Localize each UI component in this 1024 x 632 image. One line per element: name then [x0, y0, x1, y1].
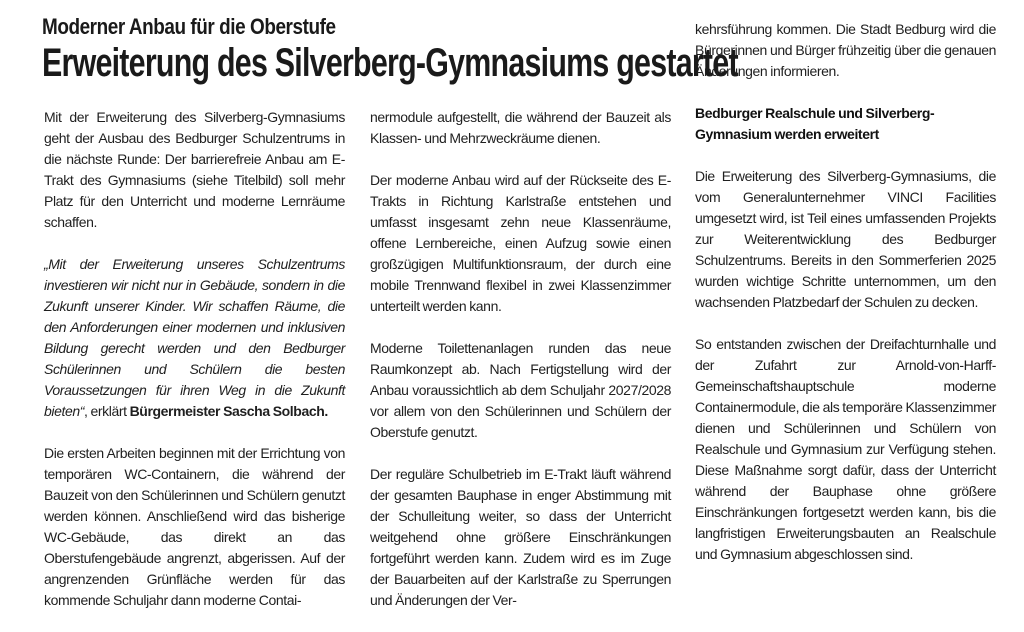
paragraph: So entstanden zwischen der Dreifachturnhalle und der Zufahrt zur Arnold-von-Harff-Gemeinschaftshauptschule moderne Containermodule, die als temporäre Klassenzimmer dienen und Schülerinnen und Schülern von Realschule und Gymnasium zur Verfügung stehen. Diese Maßnahme sorgt dafür, dass der Unterricht während der Bauphase ohne größere Einschränkungen fortgesetzt werden kann, bis die langfristigen Erweiterungsbauten an Realschule und Gymnasium abgeschlossen sind.: [695, 336, 996, 562]
text-column-1: [44, 107, 345, 632]
paragraph: Der moderne Anbau wird auf der Rückseite des E-Trakts in Richtung Karlstraße entstehen und umfasst insgesamt zehn neue Klassenräume, offene Lernbereiche, einen Aufzug sowie einen großzügigen Multifunktionsraum, der durch eine mobile Trennwand flexibel in zwei Klassenzimmer unterteilt werden kann.: [370, 172, 671, 314]
quote-paragraph: [44, 254, 345, 422]
section-subheading: Bedburger Realschule und Silverberg-Gymnasium werden erweitert: [695, 105, 935, 142]
article-kicker: Moderner Anbau für die Oberstufe: [42, 14, 336, 39]
paragraph: nermodule aufgestellt, die während der Bauzeit als Klassen- und Mehrzweckräume dienen.: [370, 109, 671, 146]
paragraph: Die Erweiterung des Silverberg-Gymnasiums, die vom Generalunternehmer VINCI Facilities umgesetzt wird, ist Teil eines umfassenden Projekts zur Weiterentwicklung des Bedburger Schulzentrums. Bereits in den Sommerferien 2025 wurden wichtige Schritte unternommen, um den wachsenden Platzbedarf der Schulen zu decken.: [695, 168, 996, 310]
quote-text: „Mit der Erweiterung unseres Schulzentrums investieren wir nicht nur in Gebäude, sondern in die Zukunft unserer Kinder. Wir schaffen Räume, die den Anforderungen einer modernen und inklusiven Bildung gerecht werden und den Bedburger Schülerinnen und Schülern die besten Voraussetzungen für ihren Weg in die Zukunft bieten“: [44, 256, 345, 419]
paragraph: Moderne Toilettenanlagen runden das neue Raumkonzept ab. Nach Fertigstellung wird der Anbau voraussichtlich ab dem Schuljahr 2027/2028 vor allem von den Schülerinnen und Schülern der Oberstufe genutzt.: [370, 340, 671, 440]
paragraph: Der reguläre Schulbetrieb im E-Trakt läuft während der gesamten Bauphase in enger Abstimmung mit der Schulleitung weiter, so dass der Unterricht weitgehend ohne größere Einschränkungen fortgeführt werden kann. Zudem wird es im Zuge der Bauarbeiten auf der Karlstraße zu Sperrungen und Änderungen der Ver-: [370, 466, 671, 608]
quote-author: Bürgermeister Sascha Solbach.: [129, 403, 328, 419]
quote-attribution-verb: , erklärt: [84, 403, 130, 419]
paragraph: Mit der Erweiterung des Silverberg-Gymnasiums geht der Ausbau des Bedburger Schulzentrums in die nächste Runde: Der barrierefreie Anbau am E-Trakt des Gymnasiums (siehe Titelbild) soll mehr Platz für den Unterricht und moderne Lernräume schaffen.: [44, 109, 345, 230]
text-column-2: [370, 107, 671, 632]
paragraph: kehrsführung kommen. Die Stadt Bedburg wird die Bürgerinnen und Bürger frühzeitig über die genauen Änderungen informieren.: [695, 21, 996, 79]
paragraph: Die ersten Arbeiten beginnen mit der Errichtung von temporären WC-Containern, die während der Bauzeit von den Schülerinnen und Schülern genutzt werden können. Anschließend wird das bisherige WC-Gebäude, das direkt an das Oberstufengebäude angrenzt, abgerissen. Auf der angrenzenden Grünfläche werden für das kommende Schuljahr dann moderne Contai-: [44, 445, 345, 608]
article-headline: Erweiterung des Silverberg-Gymnasiums gestartet: [42, 41, 738, 85]
text-column-3: [695, 19, 996, 586]
